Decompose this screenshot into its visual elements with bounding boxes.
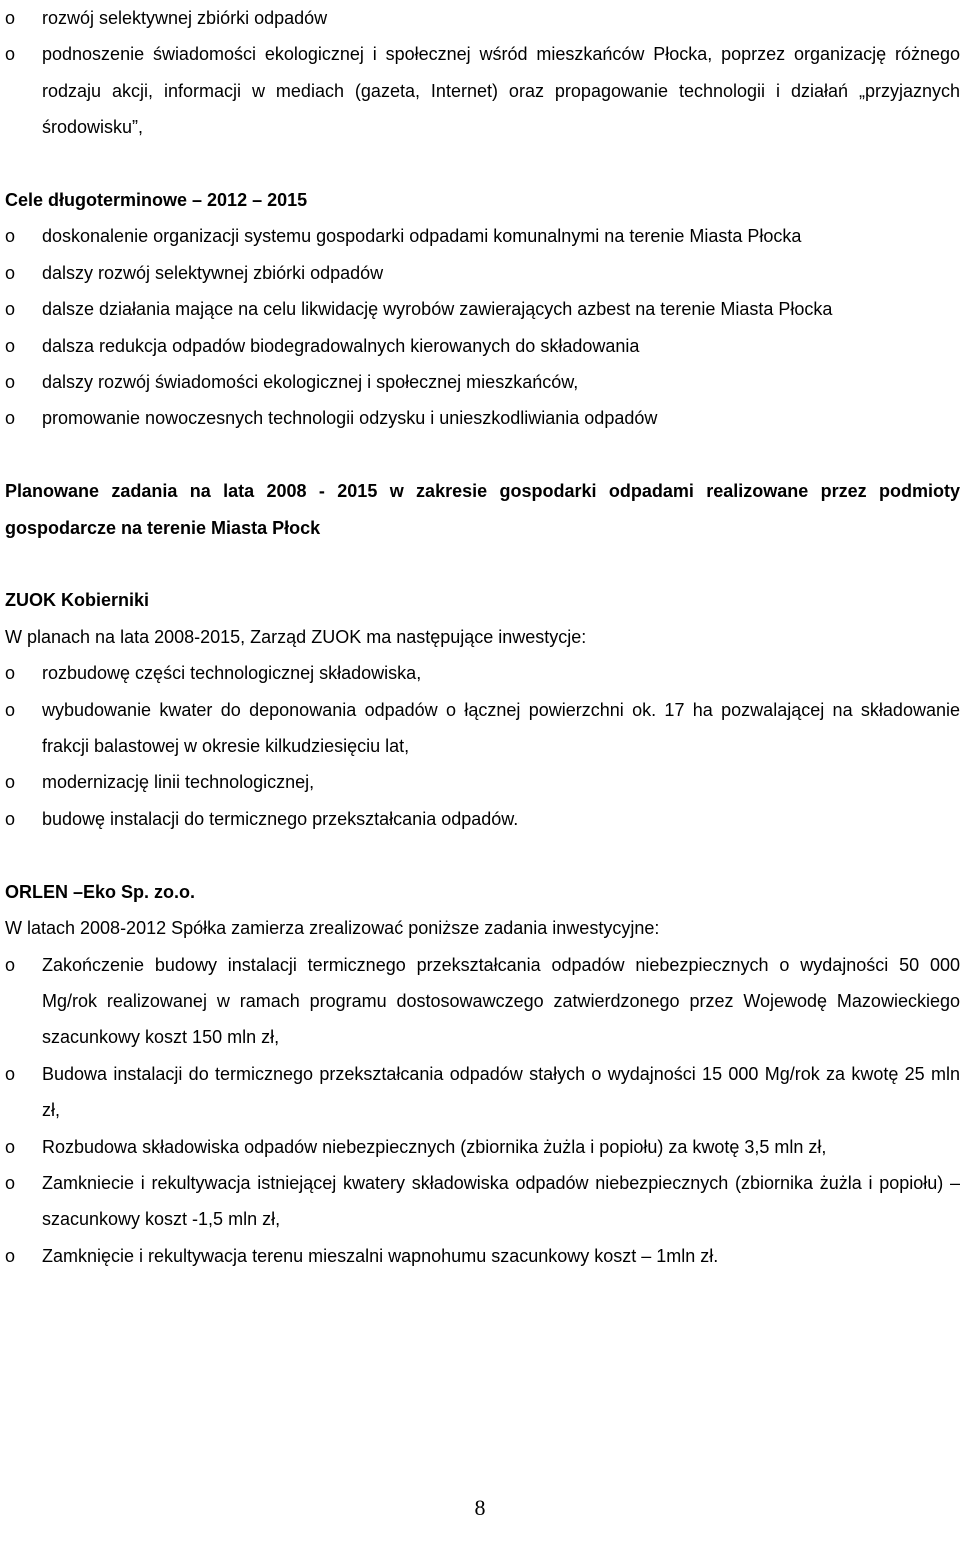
list-item: o rozwój selektywnej zbiórki odpadów <box>5 0 960 36</box>
list-item: o podnoszenie świadomości ekologicznej i społecznej wśród mieszkańców Płocka, poprzez organizację różnego rodzaju akcji, informacji w mediach (gazeta, Internet) oraz propagowanie technologii i działań „przyjaznych środowisku”, <box>5 36 960 145</box>
orlen-heading: ORLEN –Eko Sp. zo.o. <box>5 881 196 902</box>
list-item: o dalsza redukcja odpadów biodegradowalnych kierowanych do składowania <box>5 328 960 364</box>
longterm-goals-heading: Cele długoterminowe – 2012 – 2015 <box>5 190 308 211</box>
list-item: o wybudowanie kwater do deponowania odpadów o łącznej powierzchni ok. 17 ha pozwalającej na składowanie frakcji balastowej w okresie kilkudziesięciu lat, <box>5 692 960 765</box>
list-item: o Zamkniecie i rekultywacja istniejącej kwatery składowiska odpadów niebezpiecznych (zbiornika żużla i popiołu) – szacunkowy koszt -1,5 mln zł, <box>5 1165 960 1238</box>
list-item: o rozbudowę części technologicznej składowiska, <box>5 655 960 691</box>
list-item: o modernizację linii technologicznej, <box>5 764 960 800</box>
orlen-tasks-list <box>5 947 960 1275</box>
list-item: o Zamknięcie i rekultywacja terenu mieszalni wapnohumu szacunkowy koszt – 1mln zł. <box>5 1238 960 1274</box>
list-item: o Budowa instalacji do termicznego przekształcania odpadów stałych o wydajności 15 000 Mg/rok za kwotę 25 mln zł, <box>5 1056 960 1129</box>
list-item: o budowę instalacji do termicznego przekształcania odpadów. <box>5 801 960 837</box>
document-page <box>5 0 960 1274</box>
zuok-heading: ZUOK Kobierniki <box>5 590 150 611</box>
zuok-intro: W planach na lata 2008-2015, Zarząd ZUOK ma następujące inwestycje: <box>5 626 587 647</box>
list-item: o Zakończenie budowy instalacji termicznego przekształcania odpadów niebezpiecznych o wydajności 50 000 Mg/rok realizowanej w ramach programu dostosowawczego zatwierdzonego przez Wojewodę Mazowieckiego szacunkowy koszt 150 mln zł, <box>5 947 960 1056</box>
list-item: o promowanie nowoczesnych technologii odzysku i unieszkodliwiania odpadów <box>5 400 960 436</box>
list-item: o doskonalenie organizacji systemu gospodarki odpadami komunalnymi na terenie Miasta Płocka <box>5 218 960 254</box>
zuok-investments-list <box>5 655 960 837</box>
page-number: 8 <box>474 1495 486 1520</box>
orlen-intro: W latach 2008-2012 Spółka zamierza zrealizować poniższe zadania inwestycyjne: <box>5 918 660 939</box>
list-item: o Rozbudowa składowiska odpadów niebezpiecznych (zbiornika żużla i popiołu) za kwotę 3,5 mln zł, <box>5 1129 960 1165</box>
list-item: o dalszy rozwój świadomości ekologicznej i społecznej mieszkańców, <box>5 364 960 400</box>
planned-tasks-heading: Planowane zadania na lata 2008 - 2015 w zakresie gospodarki odpadami realizowane przez podmioty gospodarcze na terenie Miasta Płock <box>5 481 960 538</box>
longterm-goals-list <box>5 218 960 436</box>
list-item: o dalsze działania mające na celu likwidację wyrobów zawierających azbest na terenie Miasta Płocka <box>5 291 960 327</box>
list-item: o dalszy rozwój selektywnej zbiórki odpadów <box>5 255 960 291</box>
top-bullet-list <box>5 0 960 146</box>
